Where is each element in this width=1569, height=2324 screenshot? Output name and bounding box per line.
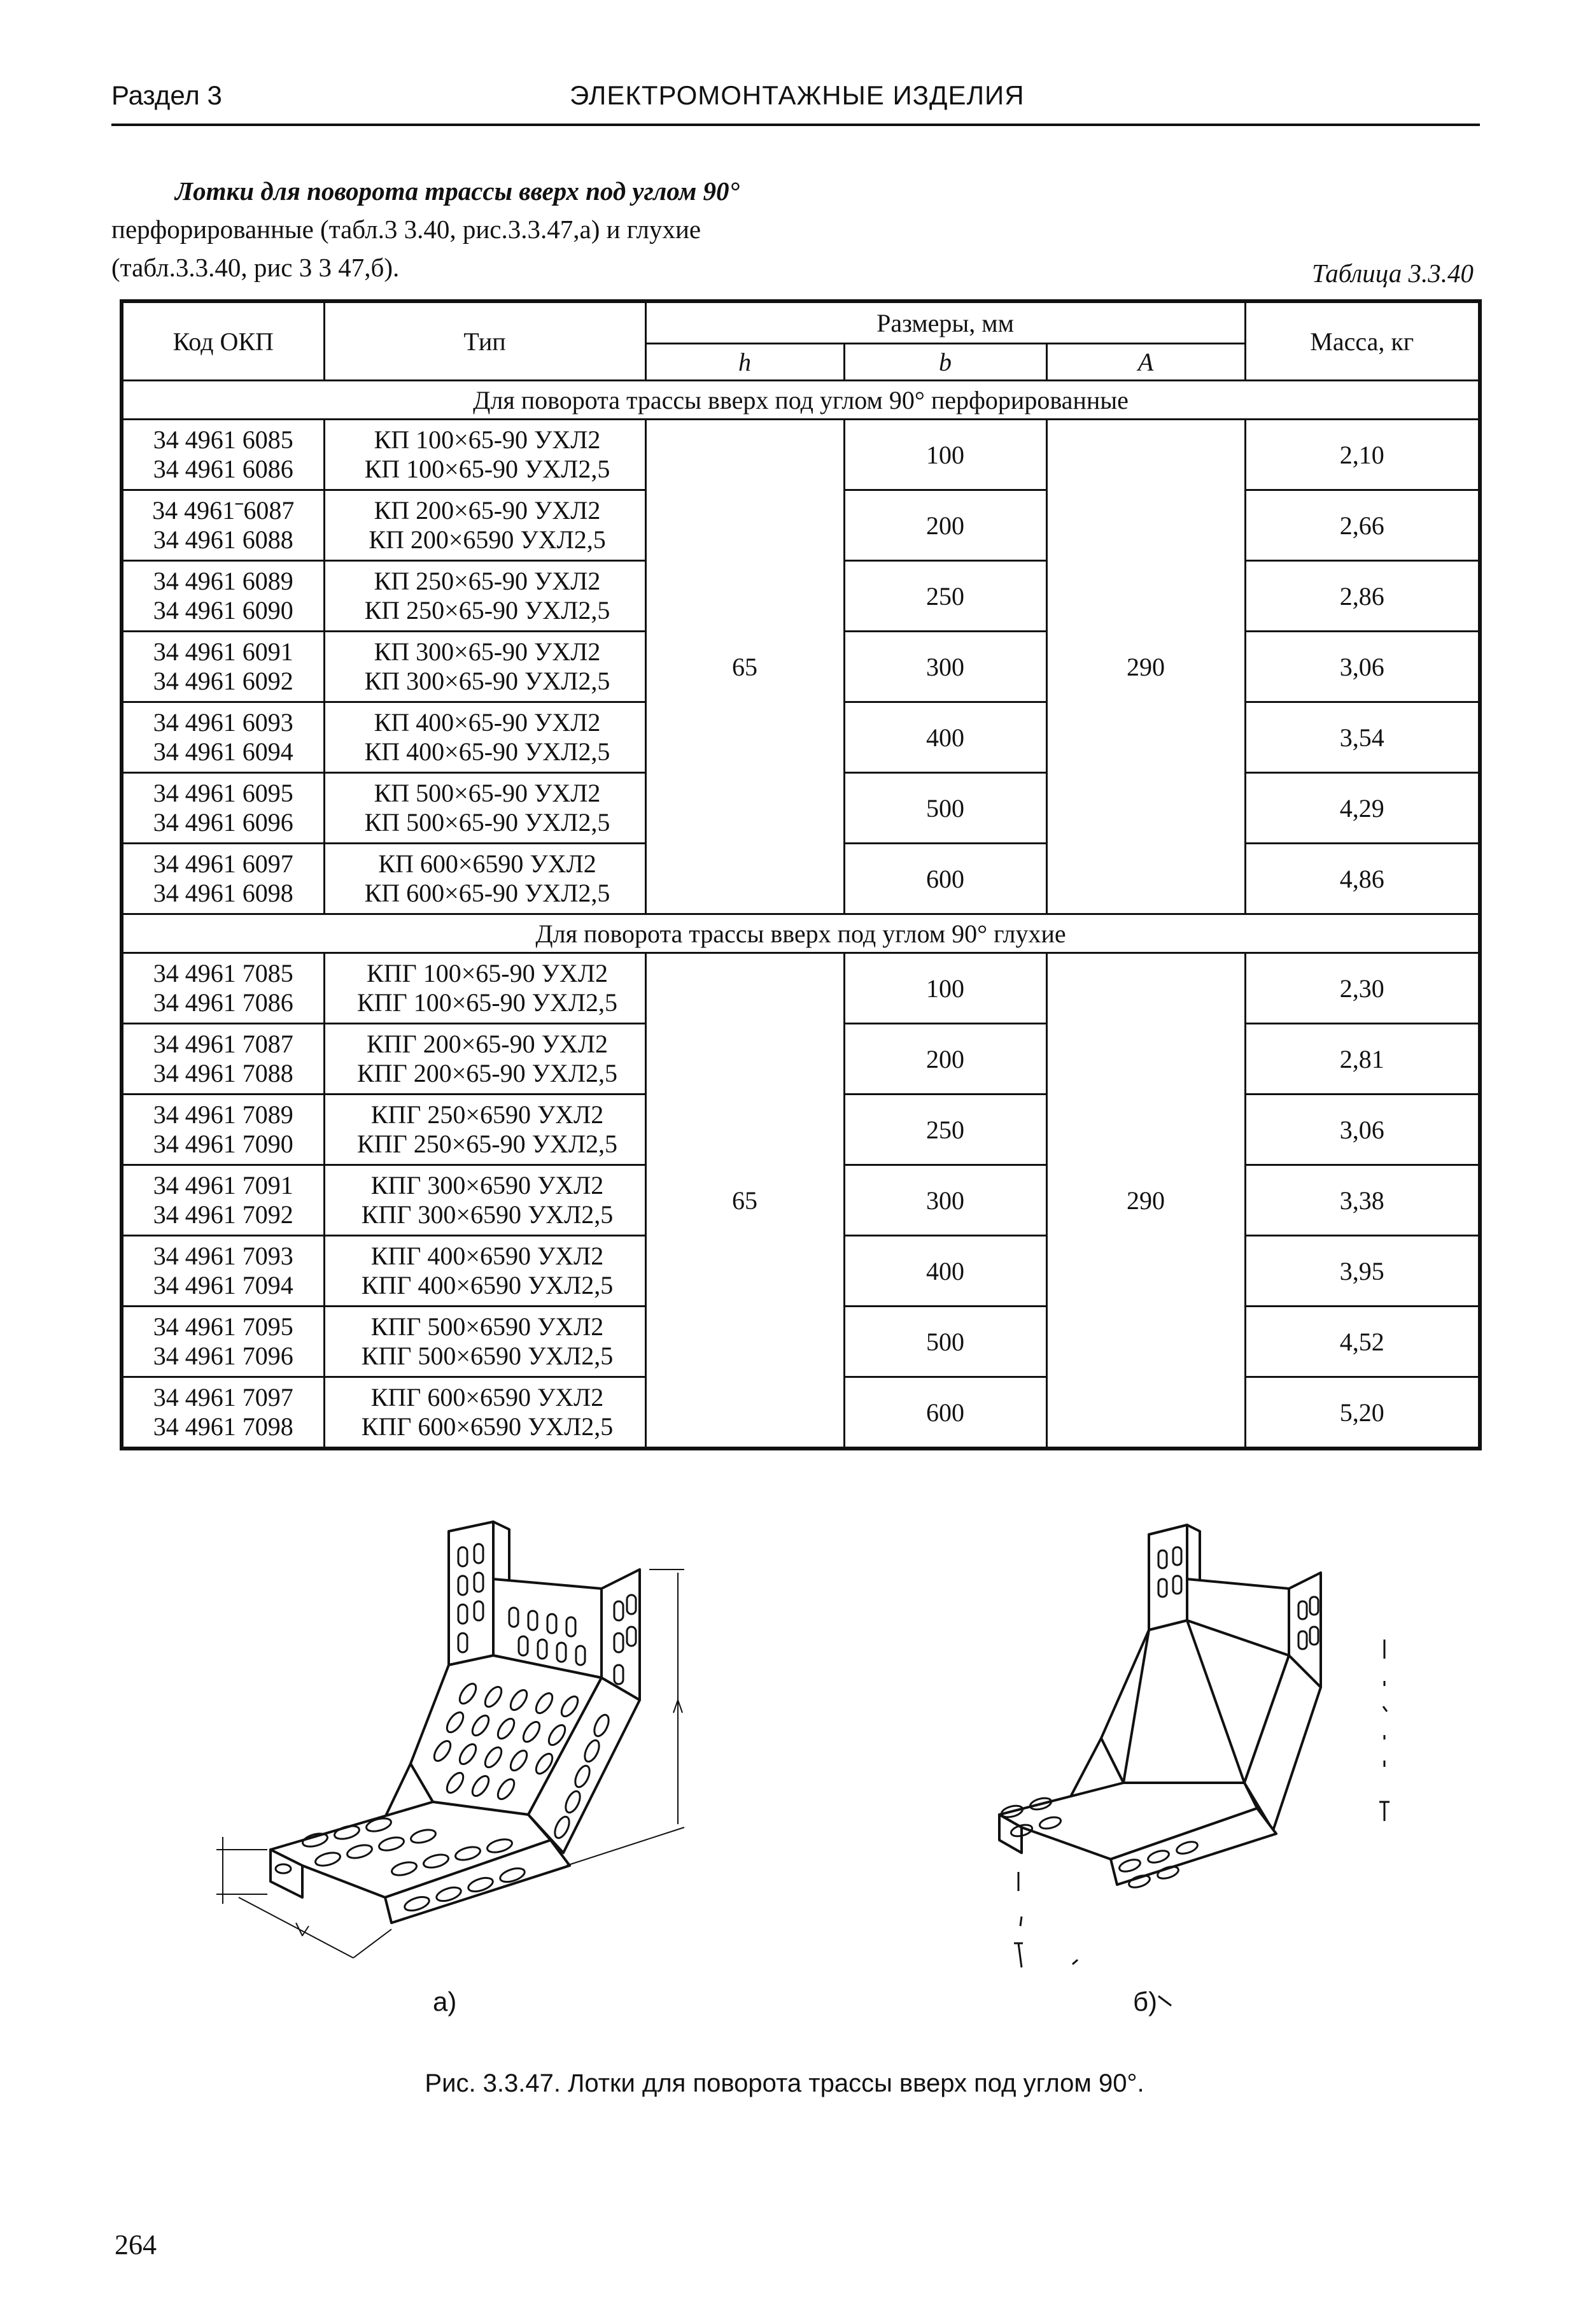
type-designation: КП 600×6590 УХЛ2 [378,849,596,878]
okp-code-cell [122,1095,324,1165]
type-designation: КПГ 200×65-90 УХЛ2 [367,1030,608,1058]
type-cell [324,1236,645,1307]
col-header-mass: Масса, кг [1245,301,1480,381]
type-cell [324,1307,645,1377]
type-designation: КПГ 250×65-90 УХЛ2,5 [357,1130,617,1158]
okp-code: 34 4961 6091 [153,637,293,666]
table-row [122,420,1480,490]
okp-code: 34 4961 6086 [153,455,293,483]
dim-b-cell: 400 [844,1236,1046,1307]
okp-code: 34 4961 6097 [153,849,293,878]
mass-cell: 3,06 [1245,1095,1480,1165]
type-designation: КПГ 100×65-90 УХЛ2,5 [357,988,617,1017]
okp-code-cell [122,1165,324,1236]
okp-code-cell [122,561,324,632]
mass-cell: 2,66 [1245,490,1480,561]
okp-code: 34 4961 6092 [153,667,293,695]
intro-paragraph [111,172,786,287]
okp-code: 34 4961 7098 [153,1412,293,1441]
okp-code-cell [122,1377,324,1449]
type-cell [324,561,645,632]
type-cell [324,844,645,914]
tray-drawings [111,1484,1480,2057]
okp-code: 34 4961 6095 [153,779,293,807]
intro-line-1: перфорированные (табл.3 3.40, рис.3.3.47,а) и глухие [111,215,701,244]
okp-code: 34 4961 7090 [153,1130,293,1158]
okp-code: 34 4961 7094 [153,1271,293,1300]
type-cell [324,1165,645,1236]
table-row [122,953,1480,1024]
mass-cell: 4,52 [1245,1307,1480,1377]
dim-h-cell: 65 [645,953,844,1449]
type-designation: КП 250×65-90 УХЛ2,5 [364,596,610,625]
type-designation: КПГ 600×6590 УХЛ2 [370,1383,604,1412]
okp-code-cell [122,490,324,561]
mass-cell: 2,10 [1245,420,1480,490]
type-cell [324,632,645,702]
okp-code-cell [122,1236,324,1307]
okp-code: 34 4961 7088 [153,1059,293,1088]
okp-code: 34 4961 7086 [153,988,293,1017]
type-cell [324,773,645,844]
chapter-title: ЭЛЕКТРОМОНТАЖНЫЕ ИЗДЕЛИЯ [570,80,1025,110]
okp-code-cell [122,632,324,702]
dim-b-cell: 250 [844,1095,1046,1165]
okp-code-cell [122,1307,324,1377]
type-designation: КП 300×65-90 УХЛ2 [374,637,601,666]
type-designation: КПГ 400×6590 УХЛ2,5 [361,1271,614,1300]
type-designation: КП 200×6590 УХЛ2,5 [369,525,606,554]
group-title-row [122,381,1480,420]
mass-cell: 3,54 [1245,702,1480,773]
dim-b-cell: 300 [844,1165,1046,1236]
perforated-tray-drawing [216,1522,684,1958]
intro-line-2: (табл.3.3.40, рис 3 3 47,б). [111,253,400,282]
type-cell [324,1377,645,1449]
okp-code: 34 4961 7085 [153,959,293,988]
okp-code: 34 4961 7091 [153,1171,293,1200]
specs-table [120,299,1482,1450]
okp-code: 34 4961 6096 [153,808,293,837]
solid-tray-drawing [999,1525,1390,2006]
okp-code: 34 4961 6088 [153,525,293,554]
dim-A-cell: 290 [1046,420,1245,914]
okp-code-cell [122,773,324,844]
dim-b-cell: 500 [844,1307,1046,1377]
dim-b-cell: 600 [844,1377,1046,1449]
mass-cell: 5,20 [1245,1377,1480,1449]
type-cell [324,490,645,561]
dim-b-cell: 300 [844,632,1046,702]
col-header-dims: Размеры, мм [645,301,1245,344]
type-designation: КП 600×65-90 УХЛ2,5 [364,879,610,907]
group-title: Для поворота трассы вверх под углом 90° перфорированные [122,381,1480,420]
okp-code: 34 4961 7095 [153,1312,293,1341]
type-designation: КП 500×65-90 УХЛ2,5 [364,808,610,837]
mass-cell: 4,29 [1245,773,1480,844]
okp-code: 34 4961ˉ6087 [152,496,295,525]
dim-b-cell: 500 [844,773,1046,844]
dim-b-cell: 200 [844,1024,1046,1095]
type-designation: КПГ 600×6590 УХЛ2,5 [361,1412,614,1441]
okp-code-cell [122,953,324,1024]
dim-b-cell: 250 [844,561,1046,632]
type-designation: КП 400×65-90 УХЛ2 [374,708,601,737]
running-header [111,75,1480,126]
intro-title: Лотки для поворота трассы вверх под углом 90° [175,176,740,206]
mass-cell: 4,86 [1245,844,1480,914]
dim-h-cell: 65 [645,420,844,914]
page-number: 264 [115,2229,157,2260]
type-designation: КП 100×65-90 УХЛ2 [374,425,601,454]
col-header-A: A [1046,344,1245,381]
mass-cell: 2,81 [1245,1024,1480,1095]
type-designation: КП 250×65-90 УХЛ2 [374,567,601,595]
okp-code: 34 4961 6085 [153,425,293,454]
type-cell [324,1024,645,1095]
type-cell [324,420,645,490]
type-cell [324,953,645,1024]
type-cell [324,1095,645,1165]
mass-cell: 2,86 [1245,561,1480,632]
type-designation: КПГ 200×65-90 УХЛ2,5 [357,1059,617,1088]
type-designation: КПГ 500×6590 УХЛ2,5 [361,1342,614,1370]
okp-code: 34 4961 7093 [153,1242,293,1270]
type-designation: КП 500×65-90 УХЛ2 [374,779,601,807]
figure-area [111,1484,1480,2057]
dim-A-cell: 290 [1046,953,1245,1449]
type-designation: КП 200×65-90 УХЛ2 [374,496,601,525]
okp-code: 34 4961 6098 [153,879,293,907]
section-label: Раздел 3 [111,80,222,110]
type-designation: КП 100×65-90 УХЛ2,5 [364,455,610,483]
figure-label-a: а) [433,1987,457,2016]
okp-code: 34 4961 6089 [153,567,293,595]
type-designation: КПГ 400×6590 УХЛ2 [370,1242,604,1270]
type-designation: КПГ 500×6590 УХЛ2 [370,1312,604,1341]
group-title-row [122,914,1480,953]
okp-code: 34 4961 6090 [153,596,293,625]
type-designation: КП 300×65-90 УХЛ2,5 [364,667,610,695]
figure-label-b: б) [1133,1987,1158,2016]
okp-code: 34 4961 7096 [153,1342,293,1370]
type-designation: КП 400×65-90 УХЛ2,5 [364,737,610,766]
col-header-code: Код ОКП [122,301,324,381]
mass-cell: 3,95 [1245,1236,1480,1307]
dim-b-cell: 100 [844,420,1046,490]
dim-b-cell: 400 [844,702,1046,773]
okp-code-cell [122,702,324,773]
okp-code: 34 4961 7097 [153,1383,293,1412]
dim-b-cell: 600 [844,844,1046,914]
okp-code: 34 4961 6093 [153,708,293,737]
dim-b-cell: 100 [844,953,1046,1024]
type-designation: КПГ 250×6590 УХЛ2 [370,1100,604,1129]
type-designation: КПГ 300×6590 УХЛ2,5 [361,1200,614,1229]
table-caption: Таблица 3.3.40 [1311,259,1474,288]
group-title: Для поворота трассы вверх под углом 90° глухие [122,914,1480,953]
type-cell [324,702,645,773]
mass-cell: 2,30 [1245,953,1480,1024]
okp-code-cell [122,420,324,490]
okp-code: 34 4961 7089 [153,1100,293,1129]
col-header-type: Тип [324,301,645,381]
dim-b-cell: 200 [844,490,1046,561]
type-designation: КПГ 100×65-90 УХЛ2 [367,959,608,988]
okp-code-cell [122,1024,324,1095]
mass-cell: 3,38 [1245,1165,1480,1236]
mass-cell: 3,06 [1245,632,1480,702]
okp-code-cell [122,844,324,914]
col-header-b: b [844,344,1046,381]
col-header-h: h [645,344,844,381]
okp-code: 34 4961 7092 [153,1200,293,1229]
figure-caption: Рис. 3.3.47. Лотки для поворота трассы вверх под углом 90°. [425,2069,1144,2097]
okp-code: 34 4961 6094 [153,737,293,766]
type-designation: КПГ 300×6590 УХЛ2 [370,1171,604,1200]
okp-code: 34 4961 7087 [153,1030,293,1058]
